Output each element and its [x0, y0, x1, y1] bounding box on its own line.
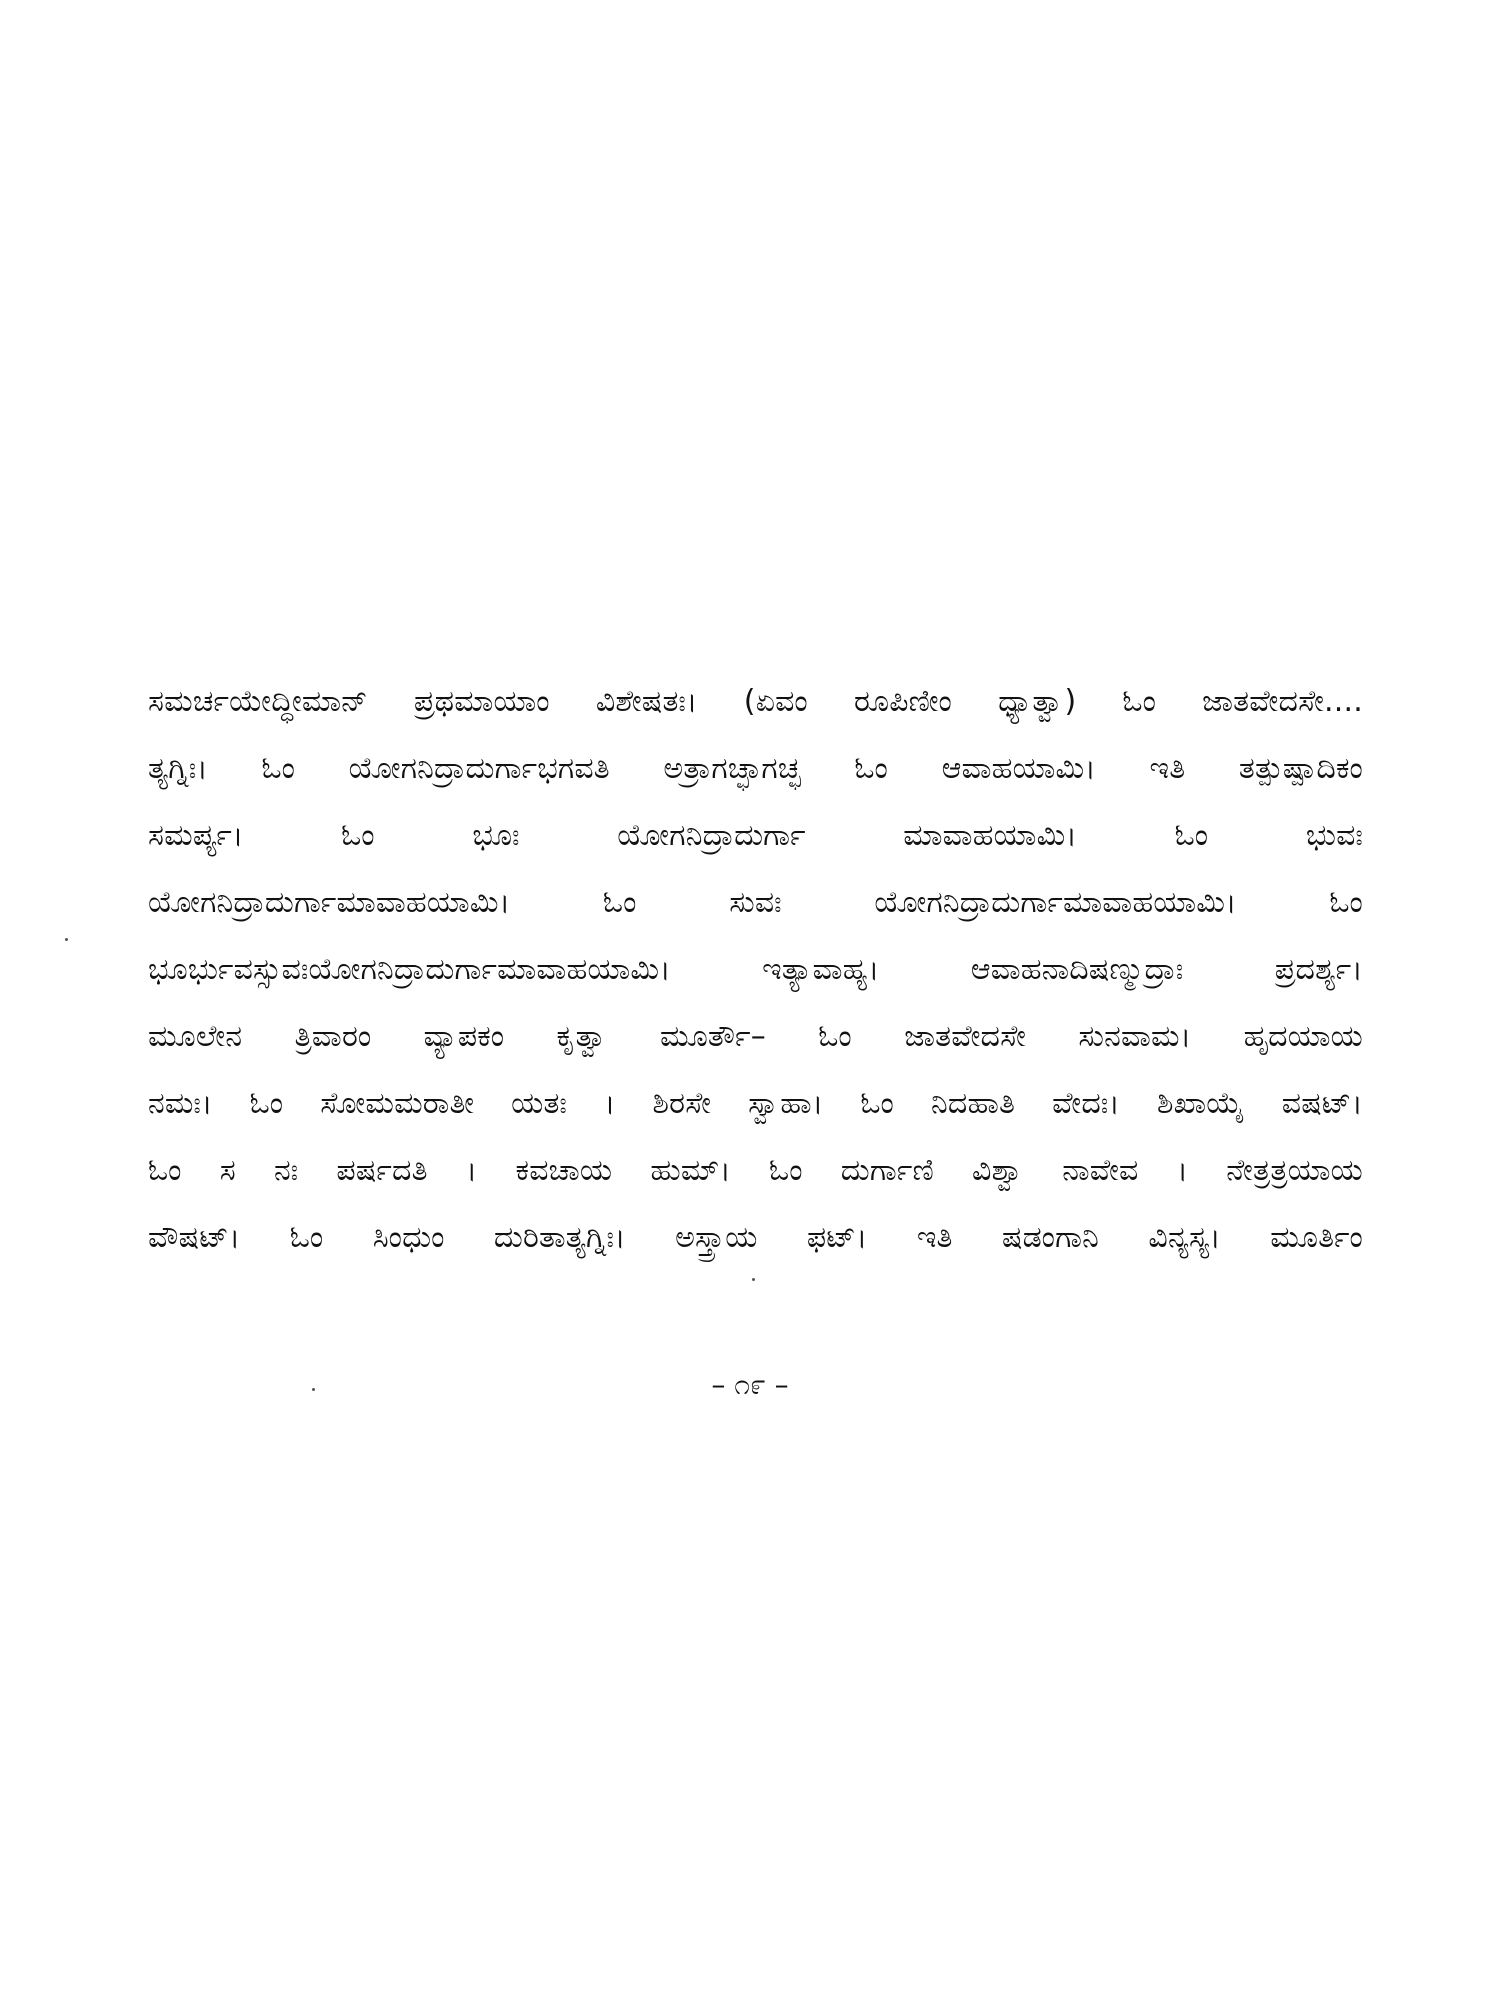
scan-speck: [312, 1388, 315, 1391]
text-line-1: ಸಮರ್ಚಯೇದ್ಧೀಮಾನ್ ಪ್ರಥಮಾಯಾಂ ವಿಶೇಷತಃ। (ಏವಂ ರೂಪಿಣೀಂ ಧ್ಯಾತ್ವಾ) ಓಂ ಜಾತವೇದಸೇ....: [148, 684, 1363, 719]
text-line-2: ತ್ಯಗ್ನಿಃ। ಓಂ ಯೋಗನಿದ್ರಾದುರ್ಗಾಭಗವತಿ ಅತ್ರಾಗಚ್ಛಾಗಚ್ಛ ಓಂ ಆವಾಹಯಾಮಿ। ಇತಿ ತತ್ಪುಷ್ಪಾದಿಕಂ: [148, 751, 1363, 786]
scan-speck: [752, 1278, 755, 1281]
text-line-7: ನಮಃ। ಓಂ ಸೋಮಮರಾತೀ ಯತಃ । ಶಿರಸೇ ಸ್ವಾಹಾ। ಓಂ ನಿದಹಾತಿ ವೇದಃ। ಶಿಖಾಯೈ ವಷಟ್।: [148, 1086, 1363, 1121]
text-line-9: ವೌಷಟ್। ಓಂ ಸಿಂಧುಂ ದುರಿತಾತ್ಯಗ್ನಿಃ। ಅಸ್ತ್ರಾಯ ಫಟ್। ಇತಿ ಷಡಂಗಾನಿ ವಿನ್ಯಸ್ಯ। ಮೂರ್ತಿಂ: [148, 1220, 1363, 1255]
scan-speck: [65, 938, 68, 941]
text-line-3: ಸಮರ್ಪ್ಯ। ಓಂ ಭೂಃ ಯೋಗನಿದ್ರಾದುರ್ಗಾ ಮಾವಾಹಯಾಮಿ। ಓಂ ಭುವಃ: [148, 818, 1363, 853]
text-line-4: ಯೋಗನಿದ್ರಾದುರ್ಗಾಮಾವಾಹಯಾಮಿ। ಓಂ ಸುವಃ ಯೋಗನಿದ್ರಾದುರ್ಗಾಮಾವಾಹಯಾಮಿ। ಓಂ: [148, 885, 1363, 920]
text-line-8: ಓಂ ಸ ನಃ ಪರ್ಷದತಿ । ಕವಚಾಯ ಹುಮ್। ಓಂ ದುರ್ಗಾಣಿ ವಿಶ್ವಾ ನಾವೇವ । ನೇತ್ರತ್ರಯಾಯ: [148, 1153, 1363, 1188]
text-line-5: ಭೂರ್ಭುವಸ್ಸುವಃಯೋಗನಿದ್ರಾದುರ್ಗಾಮಾವಾಹಯಾಮಿ। ಇತ್ಯಾವಾಹ್ಯ। ಆವಾಹನಾದಿಷಣ್ಮುದ್ರಾಃ ಪ್ರದರ್ಶ್ಯ।: [148, 952, 1363, 987]
text-line-6: ಮೂಲೇನ ತ್ರಿವಾರಂ ವ್ಯಾಪಕಂ ಕೃತ್ವಾ ಮೂರ್ತೌ– ಓಂ ಜಾತವೇದಸೇ ಸುನವಾಮ। ಹೃದಯಾಯ: [148, 1019, 1363, 1054]
page-number: – ೧೯ –: [711, 1368, 789, 1401]
body-text: [148, 668, 1363, 1271]
